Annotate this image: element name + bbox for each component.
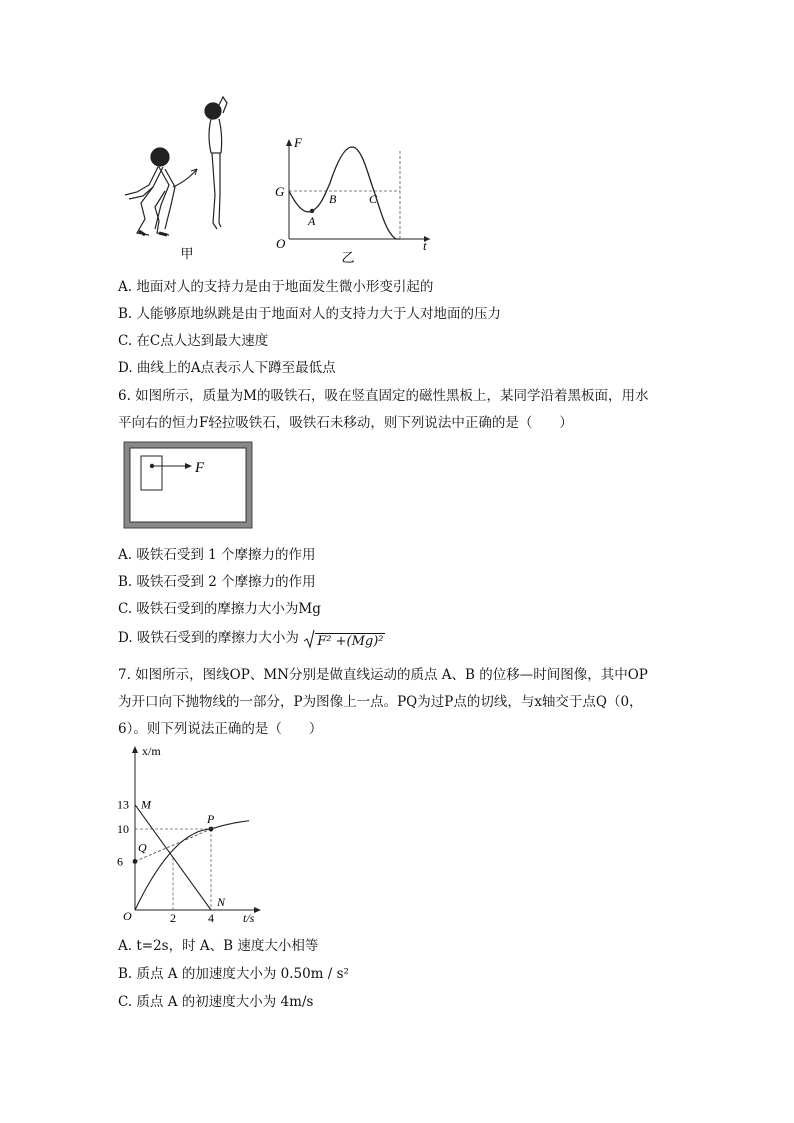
point-a-label: A <box>308 214 316 228</box>
series-op-curve <box>135 821 249 910</box>
q6-option-c: C. 吸铁石受到的摩擦力大小为Mg <box>118 601 321 617</box>
force-curve <box>289 147 400 239</box>
point-label-m: M <box>141 797 151 812</box>
t-axis-label: t <box>423 238 427 253</box>
x-tick-label-2: 2 <box>170 911 176 925</box>
q5-option-d: D. 曲线上的A点表示人下蹲至最低点 <box>118 360 336 376</box>
q5-option-b: B. 人能够原地纵跳是由于地面对人的支持力大于人对地面的压力 <box>118 306 502 322</box>
point-c-label: C <box>369 192 378 206</box>
chart-xlabel: t/s <box>243 911 255 925</box>
q6-option-d <box>118 626 385 649</box>
q5-option-a: A. 地面对人的支持力是由于地面发生微小形变引起的 <box>118 279 434 295</box>
q7-stem-line3: 6）。则下列说法正确的是（ ） <box>118 721 323 737</box>
q7-option-b: B. 质点 A 的加速度大小为 0.50m / s² <box>118 966 349 982</box>
y-tick-label-6: 6 <box>117 854 123 869</box>
point-b-label: B <box>329 192 337 206</box>
blackboard-figure <box>122 440 256 532</box>
point-label-p: P <box>207 812 215 826</box>
force-label: F <box>195 460 205 476</box>
point-label-n: N <box>217 895 226 909</box>
q6-option-d-text: D. 吸铁石受到的摩擦力大小为 <box>118 630 299 646</box>
point-a-marker <box>310 209 314 213</box>
jumping-person-illustration <box>205 97 227 229</box>
figure-jia-caption: 甲 <box>180 246 194 261</box>
crouching-person-illustration <box>125 148 175 235</box>
figure-yi <box>272 135 437 265</box>
origin-label: O <box>276 236 286 251</box>
y-tick-label-13: 13 <box>117 797 129 812</box>
q5-option-c: C. 在C点人达到最大速度 <box>118 333 269 349</box>
f-axis-label: F <box>294 135 302 150</box>
sqrt-radicand: F² +(Mg)² <box>317 633 384 649</box>
point-q-marker <box>133 859 138 864</box>
figure-yi-caption: 乙 <box>341 250 355 265</box>
magnet <box>141 456 162 490</box>
q6-stem-line1: 6. 如图所示，质量为M的吸铁石，吸在竖直固定的磁性黑板上，某同学沿着黑板面，用水 <box>118 388 649 404</box>
sqrt-symbol-icon <box>303 629 315 649</box>
g-label: G <box>275 184 285 199</box>
sqrt-formula <box>303 629 385 649</box>
point-p-marker <box>209 827 214 832</box>
q7-stem-line2: 为开口向下抛物线的一部分，P为图像上一点。PQ为过P点的切线，与x轴交于点Q（0， <box>118 694 643 710</box>
q6-stem-line2: 平向右的恒力F轻拉吸铁石，吸铁石未移动，则下列说法中正确的是（ ） <box>118 415 573 431</box>
q7-stem-line1: 7. 如图所示，图线OP、MN分别是做直线运动的质点 A、B 的位移—时间图像，其中OP <box>118 667 648 683</box>
motion-arrow-icon <box>173 169 197 187</box>
xt-chart <box>115 740 275 925</box>
q6-option-b: B. 吸铁石受到 2 个摩擦力的作用 <box>118 574 316 590</box>
chart-ylabel: x/m <box>142 744 161 758</box>
chart-origin: O <box>123 909 132 923</box>
q7-option-a: A. t=2s，时 A、B 速度大小相等 <box>118 938 319 954</box>
point-label-q: Q <box>138 840 147 855</box>
q6-option-a: A. 吸铁石受到 1 个摩擦力的作用 <box>118 547 316 563</box>
q7-option-c: C. 质点 A 的初速度大小为 4m/s <box>118 994 314 1010</box>
x-tick-label-4: 4 <box>208 911 214 925</box>
figure-jia <box>115 95 245 265</box>
y-tick-label-10: 10 <box>117 822 129 836</box>
